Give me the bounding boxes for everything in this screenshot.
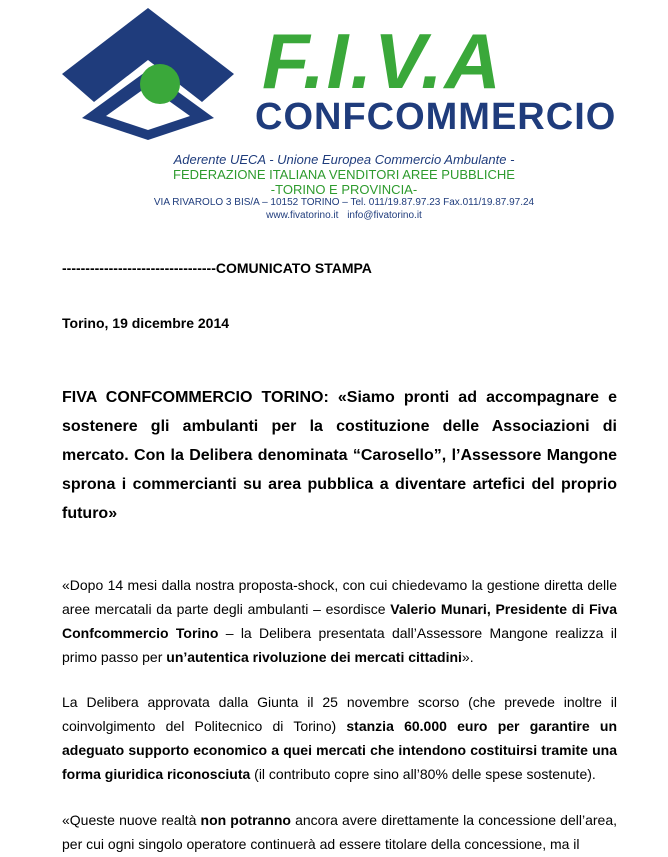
address-line: VIA RIVAROLO 3 BIS/A – 10152 TORINO – Tel. 011/19.87.97.23 Fax.011/19.87.97.24	[153, 197, 535, 208]
p3-text-1: «Queste nuove realtà	[62, 812, 201, 828]
paragraph-3	[62, 808, 617, 856]
press-release-date: Torino, 19 dicembre 2014	[62, 315, 230, 331]
comunicato-stampa-heading: ---------------------------------COMUNICATO STAMPA	[62, 260, 372, 276]
press-release-title: FIVA CONFCOMMERCIO TORINO: «Siamo pronti ad accompagnare e sostenere gli ambulanti per la costituzione delle Associazioni di mercato. Con la Delibera denominata “Carosello”, l’Assessore Mangone sprona i commercianti su area pubblica a diventare artefici del proprio futuro»	[62, 389, 617, 522]
p1-bold-1: Valerio Munari, Presidente di Fiva Confcommercio Torino	[62, 601, 617, 641]
p1-text-2: – la Delibera presentata dall’Assessore Mangone realizza il primo passo per	[62, 625, 618, 665]
province-line: -TORINO E PROVINCIA-	[270, 182, 418, 197]
fiva-logo-mark	[62, 8, 234, 140]
contact-line	[10, 210, 668, 221]
logo-green-dot	[140, 64, 180, 104]
p1-bold-2: un’autentica rivoluzione dei mercati cittadini	[166, 649, 462, 665]
federation-line: FEDERAZIONE ITALIANA VENDITORI AREE PUBBLICHE	[173, 167, 515, 182]
p3-bold-1: non potranno	[200, 812, 291, 828]
p2-text-1: La Delibera approvata dalla Giunta il 25 novembre scorso (che prevede inoltre il coinvolgimento del Politecnico di Torino)	[62, 694, 617, 734]
email-link[interactable]: info@fivatorino.it	[347, 210, 422, 221]
logo-confcommercio-text: CONFCOMMERCIO	[255, 96, 617, 138]
p1-text-3: ».	[461, 649, 474, 665]
paragraph-1	[62, 573, 617, 669]
ueca-line: Aderente UECA - Unione Europea Commercio Ambulante -	[173, 152, 515, 167]
p2-text-2: (il contributo copre sino all’80% delle spese sostenute).	[250, 766, 596, 782]
p3-text-2: ancora avere direttamente la concessione dell’area, per cui ogni singolo operatore continuerà ad essere titolare della concessione, ma il	[62, 812, 617, 852]
paragraph-2	[62, 690, 617, 786]
p1-text-1: «Dopo 14 mesi dalla nostra proposta-shock, con cui chiedevamo la gestione diretta delle aree mercatali da parte degli ambulanti – esordisce	[62, 577, 617, 617]
logo-fiva-text: F.I.V.A	[262, 17, 503, 105]
website-link[interactable]: www.fivatorino.it	[266, 210, 339, 221]
p2-bold-1: stanzia 60.000 euro per garantire un adeguato supporto economico a quei mercati che intendono costituirsi tramite una forma giuridica riconosciuta	[62, 718, 617, 782]
